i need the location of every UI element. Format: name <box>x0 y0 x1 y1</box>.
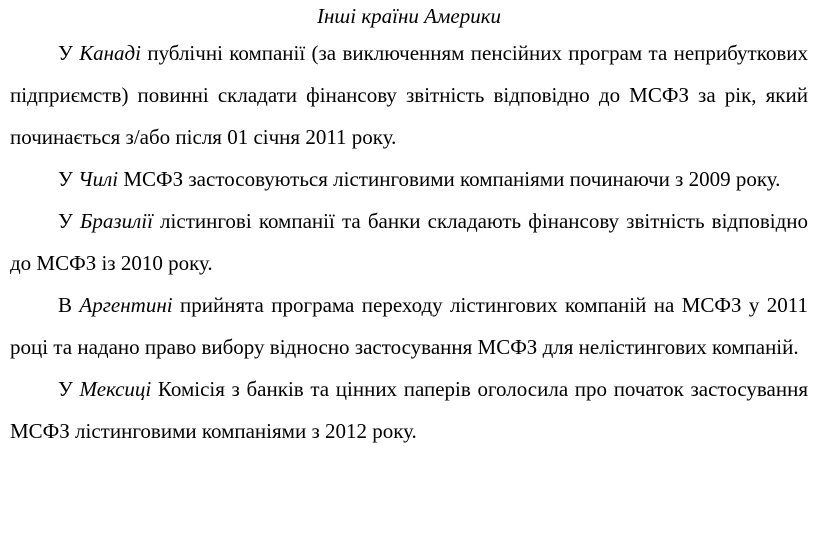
section-heading: Інші країни Америки <box>316 4 502 28</box>
paragraph-prefix: В <box>58 293 80 317</box>
paragraph-text: прийнята програма переходу лістингових компаній на МСФЗ у 2011 році та надано право вибору відносно застосування МСФЗ для нелістингових компаній. <box>10 293 808 359</box>
paragraph-prefix: У <box>58 167 79 191</box>
country-name-canada: Канаді <box>79 41 142 65</box>
paragraph-text: лістингові компанії та банки складають фінансову звітність відповідно до МСФЗ із 2010 року. <box>10 209 809 275</box>
paragraph-mexico <box>10 368 808 452</box>
country-name-chile: Чилі <box>78 167 119 191</box>
country-name-mexico: Мексиці <box>79 377 152 401</box>
paragraph-text: публічні компанії (за виключенням пенсійних програм та неприбуткових підприємств) повинні складати фінансову звітність відповідно до МСФЗ за рік, який починається з/або після 01 січня 2011 року. <box>10 41 808 149</box>
paragraph-text: Комісія з банків та цінних паперів оголосила про початок застосування МСФЗ лістинговими компаніями з 2012 року. <box>10 377 808 443</box>
paragraph-chile <box>10 158 808 200</box>
paragraph-canada <box>10 32 808 158</box>
paragraph-argentina <box>10 284 808 368</box>
country-name-argentina: Аргентині <box>79 293 173 317</box>
paragraph-prefix: У <box>58 41 80 65</box>
paragraph-brazil <box>10 200 808 284</box>
paragraph-prefix: У <box>58 377 80 401</box>
paragraph-text: МСФЗ застосовуються лістинговими компаніями починаючи з 2009 року. <box>118 167 781 191</box>
paragraph-prefix: У <box>58 209 81 233</box>
country-name-brazil: Бразилії <box>80 209 153 233</box>
